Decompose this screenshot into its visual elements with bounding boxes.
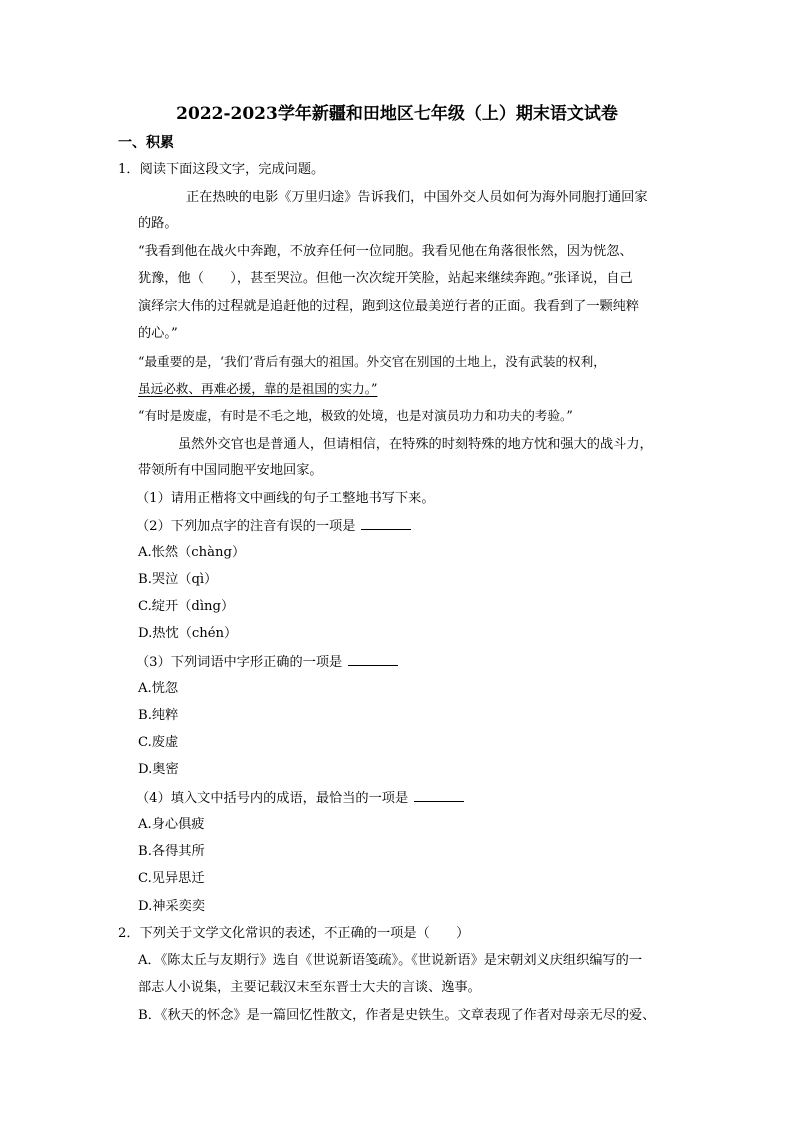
question-2-line: 部志人小说集，主要记载汉末至东晋士大夫的言谈、逸事。 — [138, 980, 481, 995]
answer-blank — [414, 789, 464, 802]
option: D.奥密 — [138, 762, 179, 777]
option: B.各得其所 — [138, 844, 205, 859]
sub-question-4-text: （4）填入文中括号内的成语，最恰当的一项是 — [136, 791, 409, 806]
option: A.恍忽 — [138, 681, 179, 696]
question-2-stem: 2．下列关于文学文化常识的表述，不正确的一项是（ ） — [118, 926, 470, 941]
sub-question-3 — [136, 653, 398, 672]
option: A.身心俱疲 — [138, 817, 205, 832]
passage-line: “有时是废虚，有时是不毛之地，极致的处境，也是对演员功力和功夫的考验。” — [138, 408, 573, 423]
page-title: 2022-2023学年新疆和田地区七年级（上）期末语文试卷 — [176, 104, 618, 124]
sub-question-2 — [136, 517, 411, 536]
passage-line: 犹豫，他（ ），甚至哭泣。但他一次次绽开笑脸，站起来继续奔跑。”张译说，自己 — [138, 271, 633, 286]
passage-line: 演绎宗大伟的过程就是追赶他的过程，跑到这位最美逆行者的正面。我看到了一颗纯粹 — [138, 299, 640, 314]
option: A.怅然（chàng） — [138, 545, 246, 560]
section-heading: 一、积累 — [118, 135, 174, 151]
sub-question-3-text: （3）下列词语中字形正确的一项是 — [136, 655, 343, 670]
option: C.见异思迁 — [138, 871, 205, 886]
passage-line: 的路。 — [138, 216, 178, 231]
question-2-line: B．《秋天的怀念》是一篇回忆性散文，作者是史铁生。文章表现了作者对母亲无尽的爱、 — [138, 1008, 656, 1023]
sub-question-1: （1）请用正楷将文中画线的句子工整地书写下来。 — [136, 491, 435, 506]
question-1-stem: 1．阅读下面这段文字，完成问题。 — [118, 162, 325, 177]
answer-blank — [348, 653, 398, 666]
option: C.废虚 — [138, 735, 179, 750]
option: B.哭泣（qì） — [138, 572, 218, 587]
passage-line: 虽然外交官也是普通人，但请相信，在特殊的时刻特殊的地方忱和强大的战斗力， — [178, 437, 653, 452]
passage-line: 的心。” — [138, 326, 178, 341]
option: B.纯粹 — [138, 708, 179, 723]
passage-line: 带领所有中国同胞平安地回家。 — [138, 463, 323, 478]
sub-question-2-text: （2）下列加点字的注音有误的一项是 — [136, 519, 356, 534]
option: D.神采奕奕 — [138, 899, 206, 914]
option: D.热忱（chén） — [138, 626, 238, 641]
question-2-line: A．《陈太丘与友期行》选自《世说新语笺疏》。《世说新语》是宋朝刘义庆组织编写的一 — [138, 953, 643, 968]
underlined-sentence: 虽远必救、再难必援，靠的是祖国的实力。” — [138, 381, 378, 396]
sub-question-4 — [136, 789, 464, 808]
passage-line: 正在热映的电影《万里归途》告诉我们，中国外交人员如何为海外同胞打通回家 — [186, 190, 648, 205]
answer-blank — [361, 517, 411, 530]
passage-line: “最重要的是，‘我们’背后有强大的祖国。外交官在别国的土地上，没有武装的权利， — [138, 354, 606, 369]
option: C.绽开（dìng） — [138, 599, 235, 614]
passage-line: “我看到他在战火中奔跑，不放弃任何一位同胞。我看见他在角落很怅然，因为恍忽、 — [138, 244, 633, 259]
